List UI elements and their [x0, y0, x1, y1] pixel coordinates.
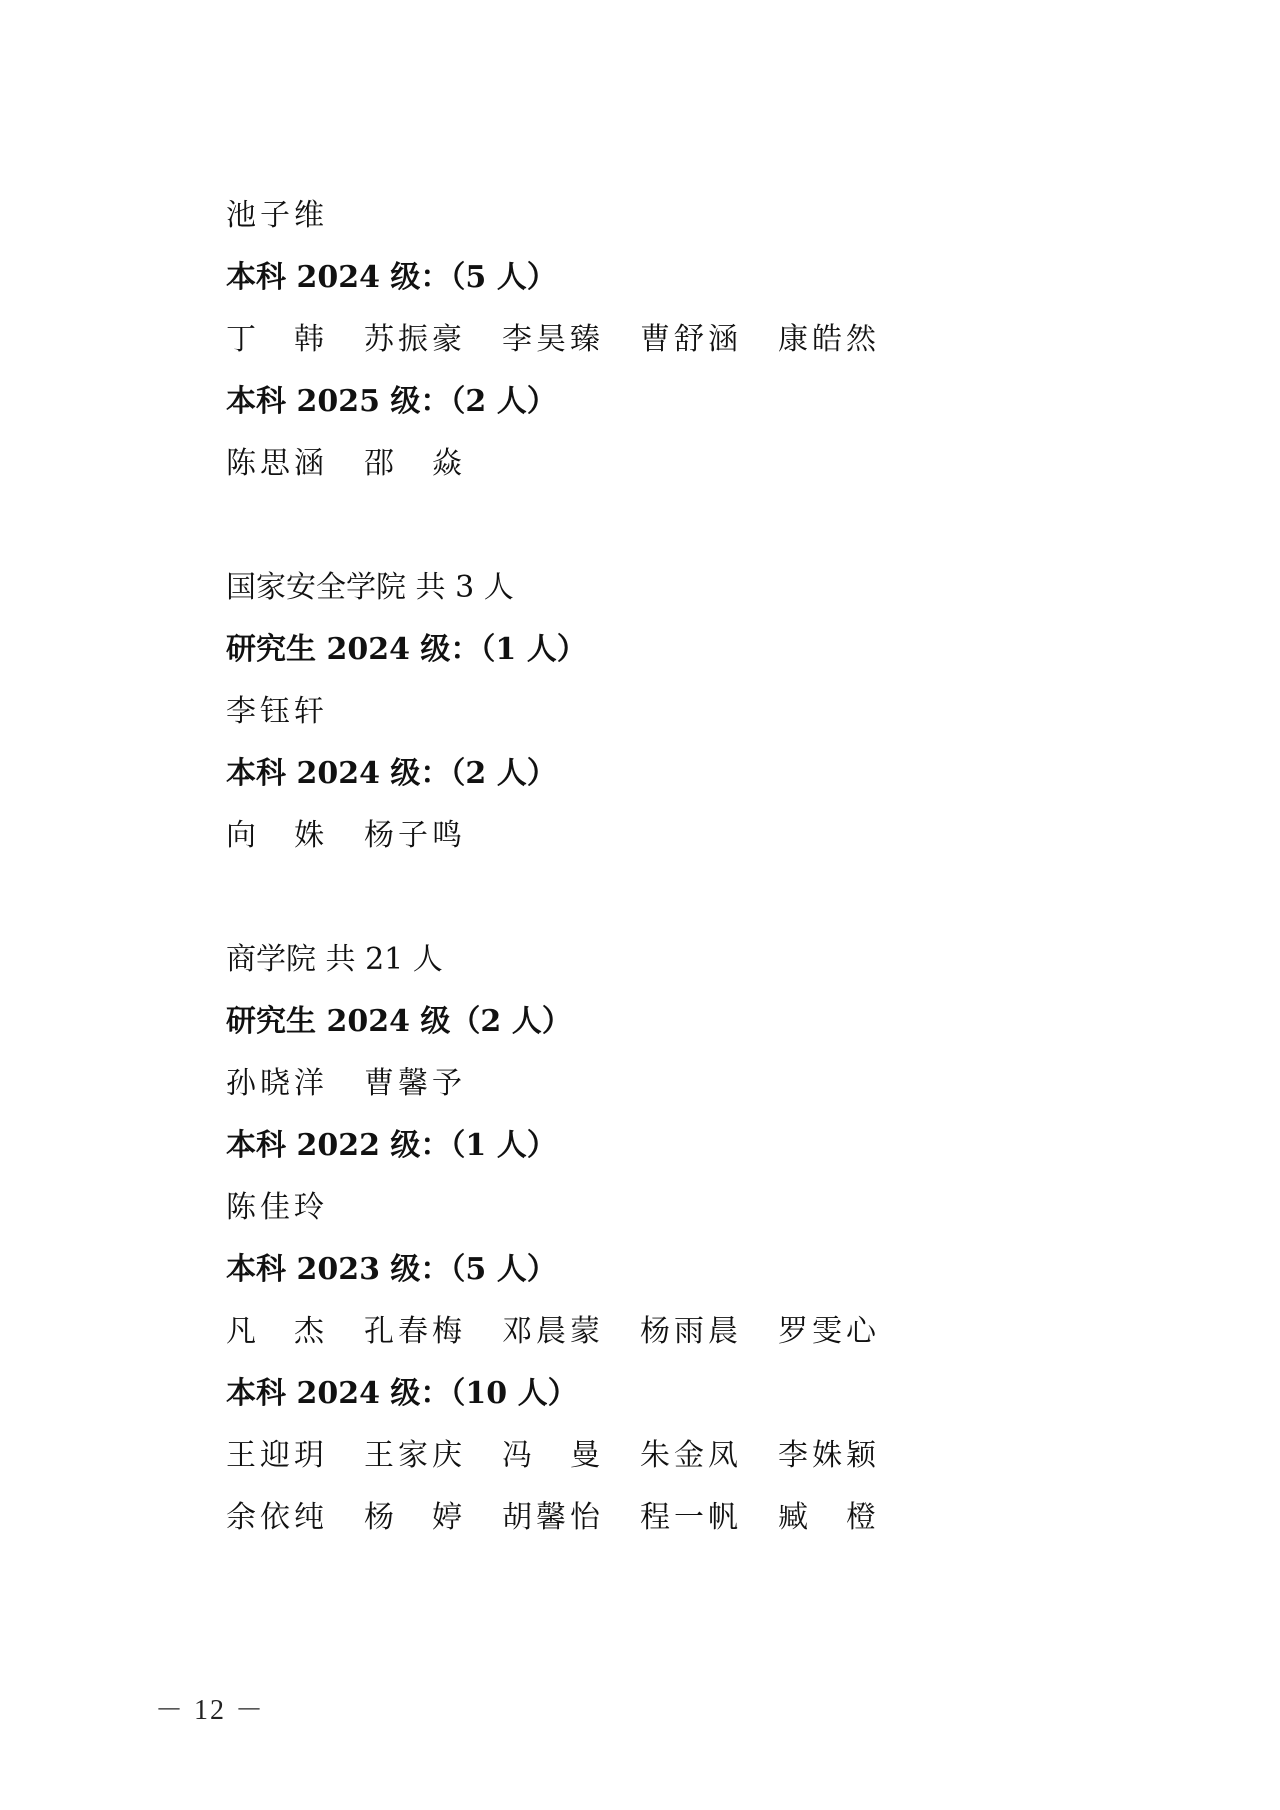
student-name: 冯 曼: [502, 1438, 604, 1473]
name-row: [226, 816, 502, 856]
student-name: 康皓然: [778, 322, 880, 357]
name-row: [226, 1312, 916, 1352]
student-name: 朱金凤: [640, 1438, 742, 1473]
grade-heading: 本科 2022 级：（1 人）: [226, 1128, 557, 1163]
name-row: [226, 444, 502, 484]
name-row: [226, 1498, 916, 1538]
student-name: 丁 韩: [226, 322, 328, 357]
page-number: － 12 －: [155, 1695, 266, 1726]
student-name: 苏振豪: [364, 322, 466, 357]
student-name: 陈思涵: [226, 446, 328, 481]
grade-heading: 本科 2024 级：（2 人）: [226, 756, 557, 791]
department-title: 国家安全学院 共 3 人: [226, 570, 514, 605]
student-name: 余依纯: [226, 1500, 328, 1535]
student-name: 邓晨蒙: [502, 1314, 604, 1349]
student-name: 凡 杰: [226, 1314, 328, 1349]
student-name: 杨 婷: [364, 1500, 466, 1535]
student-name: 曹舒涵: [640, 322, 742, 357]
student-name: 王迎玥: [226, 1438, 328, 1473]
grade-heading: 本科 2024 级：（5 人）: [226, 260, 557, 295]
student-name: 孔春梅: [364, 1314, 466, 1349]
student-name: 臧 橙: [778, 1500, 880, 1535]
student-name: 孙晓洋: [226, 1066, 328, 1101]
grade-heading: 本科 2024 级：（10 人）: [226, 1376, 578, 1411]
student-name: 李钰轩: [226, 694, 328, 729]
grade-heading: 研究生 2024 级（2 人）: [226, 1004, 572, 1039]
student-name: 陈佳玲: [226, 1190, 328, 1225]
student-name: 李昊臻: [502, 322, 604, 357]
grade-heading: 本科 2025 级：（2 人）: [226, 384, 557, 419]
student-name: 王家庆: [364, 1438, 466, 1473]
name-row: [226, 1436, 916, 1476]
student-name: 程一帆: [640, 1500, 742, 1535]
name-row: [226, 1188, 364, 1228]
student-name: 邵 焱: [364, 446, 466, 481]
name-row: [226, 196, 364, 236]
student-name: 罗雯心: [778, 1314, 880, 1349]
name-row: [226, 1064, 502, 1104]
student-name: 向 姝: [226, 818, 328, 853]
name-row: [226, 320, 916, 360]
department-title: 商学院 共 21 人: [226, 942, 443, 977]
student-name: 胡馨怡: [502, 1500, 604, 1535]
name-row: [226, 692, 364, 732]
student-name: 杨子鸣: [364, 818, 466, 853]
grade-heading: 本科 2023 级：（5 人）: [226, 1252, 557, 1287]
student-name: 李姝颖: [778, 1438, 880, 1473]
student-name: 池子维: [226, 198, 328, 233]
student-name: 曹馨予: [364, 1066, 466, 1101]
student-name: 杨雨晨: [640, 1314, 742, 1349]
grade-heading: 研究生 2024 级：（1 人）: [226, 632, 587, 667]
